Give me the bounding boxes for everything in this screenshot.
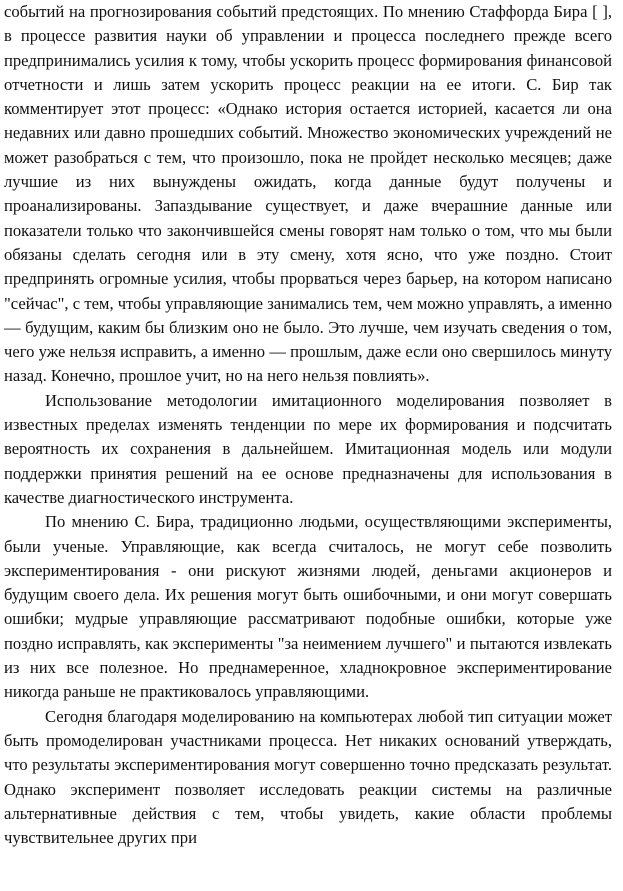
paragraph-simulation-methodology: Использование методологии имитационного моделирования позволяет в известных пределах изменять тенденции по мере их формирования и подсчитать вероятность их сохранения в дальнейшем. Имитационная модель или модули поддержки принятия решений на ее основе предназначены для использования в качестве диагностического инструмента.	[4, 390, 612, 507]
paragraph-beer-quote: событий на прогнозирования событий предстоящих. По мнению Стаффорда Бира [ ], в процессе развития науки об управлении и процесса последнего прежде всего предпринимались усилия к тому, чтобы ускорить процесс формирования финансовой отчетности и лишь затем ускорить процесс реакции на ее итоги. С. Бир так комментирует этот процесс: «Однако история остается историей, касается ли она недавних или давно прошедших событий. Множество экономических учреждений не может разобраться с тем, что произошло, пока не пройдет несколько месяцев; даже лучшие из них вынуждены ожидать, когда данные будут получены и проанализированы. Запаздывание существует, и даже вчерашние данные или показатели только что закончившейся смены говорят нам только о том, что мы были обязаны сделать сегодня или в эту смену, хотя ясно, что уже поздно. Стоит предпринять огромные усилия, чтобы прорваться через барьер, на котором написано "сейчас", с тем, чтобы управляющие занимались тем, чем можно управлять, а именно— будущим, каким бы близким оно не было. Это лучше, чем изучать сведения о том, чего уже нельзя исправить, а именно — прошлым, даже если оно свершилось минуту назад. Конечно, прошлое учит, но на него нельзя повлиять».	[4, 2, 612, 386]
paragraph-managers-experiments: По мнению С. Бира, традиционно людьми, осуществляющими эксперименты, были ученые. Управляющие, как всегда считалось, не могут себе позволить экспериментирования - они рискуют жизнями людей, деньгами акционеров и будущим своего дела. Их решения могут быть ошибочными, и они могут совершать ошибки; мудрые управляющие рассматривают подобные ошибки, которые уже поздно исправлять, как эксперименты "за неимением лучшего" и пытаются извлекать из них все полезное. Но преднамеренное, хладнокровное экспериментирование никогда раньше не практиковалось управляющими.	[4, 512, 612, 702]
paragraph-computer-modeling: Сегодня благодаря моделированию на компьютерах любой тип ситуации может быть промоделирован участниками процесса. Нет никаких оснований утверждать, что результаты экспериментирования могут совершенно точно предсказать результат. Однако эксперимент позволяет исследовать реакции системы на различные альтернативные действия с тем, чтобы увидеть, какие области проблемы чувствительнее других при	[4, 706, 612, 848]
document-page	[4, 0, 612, 850]
